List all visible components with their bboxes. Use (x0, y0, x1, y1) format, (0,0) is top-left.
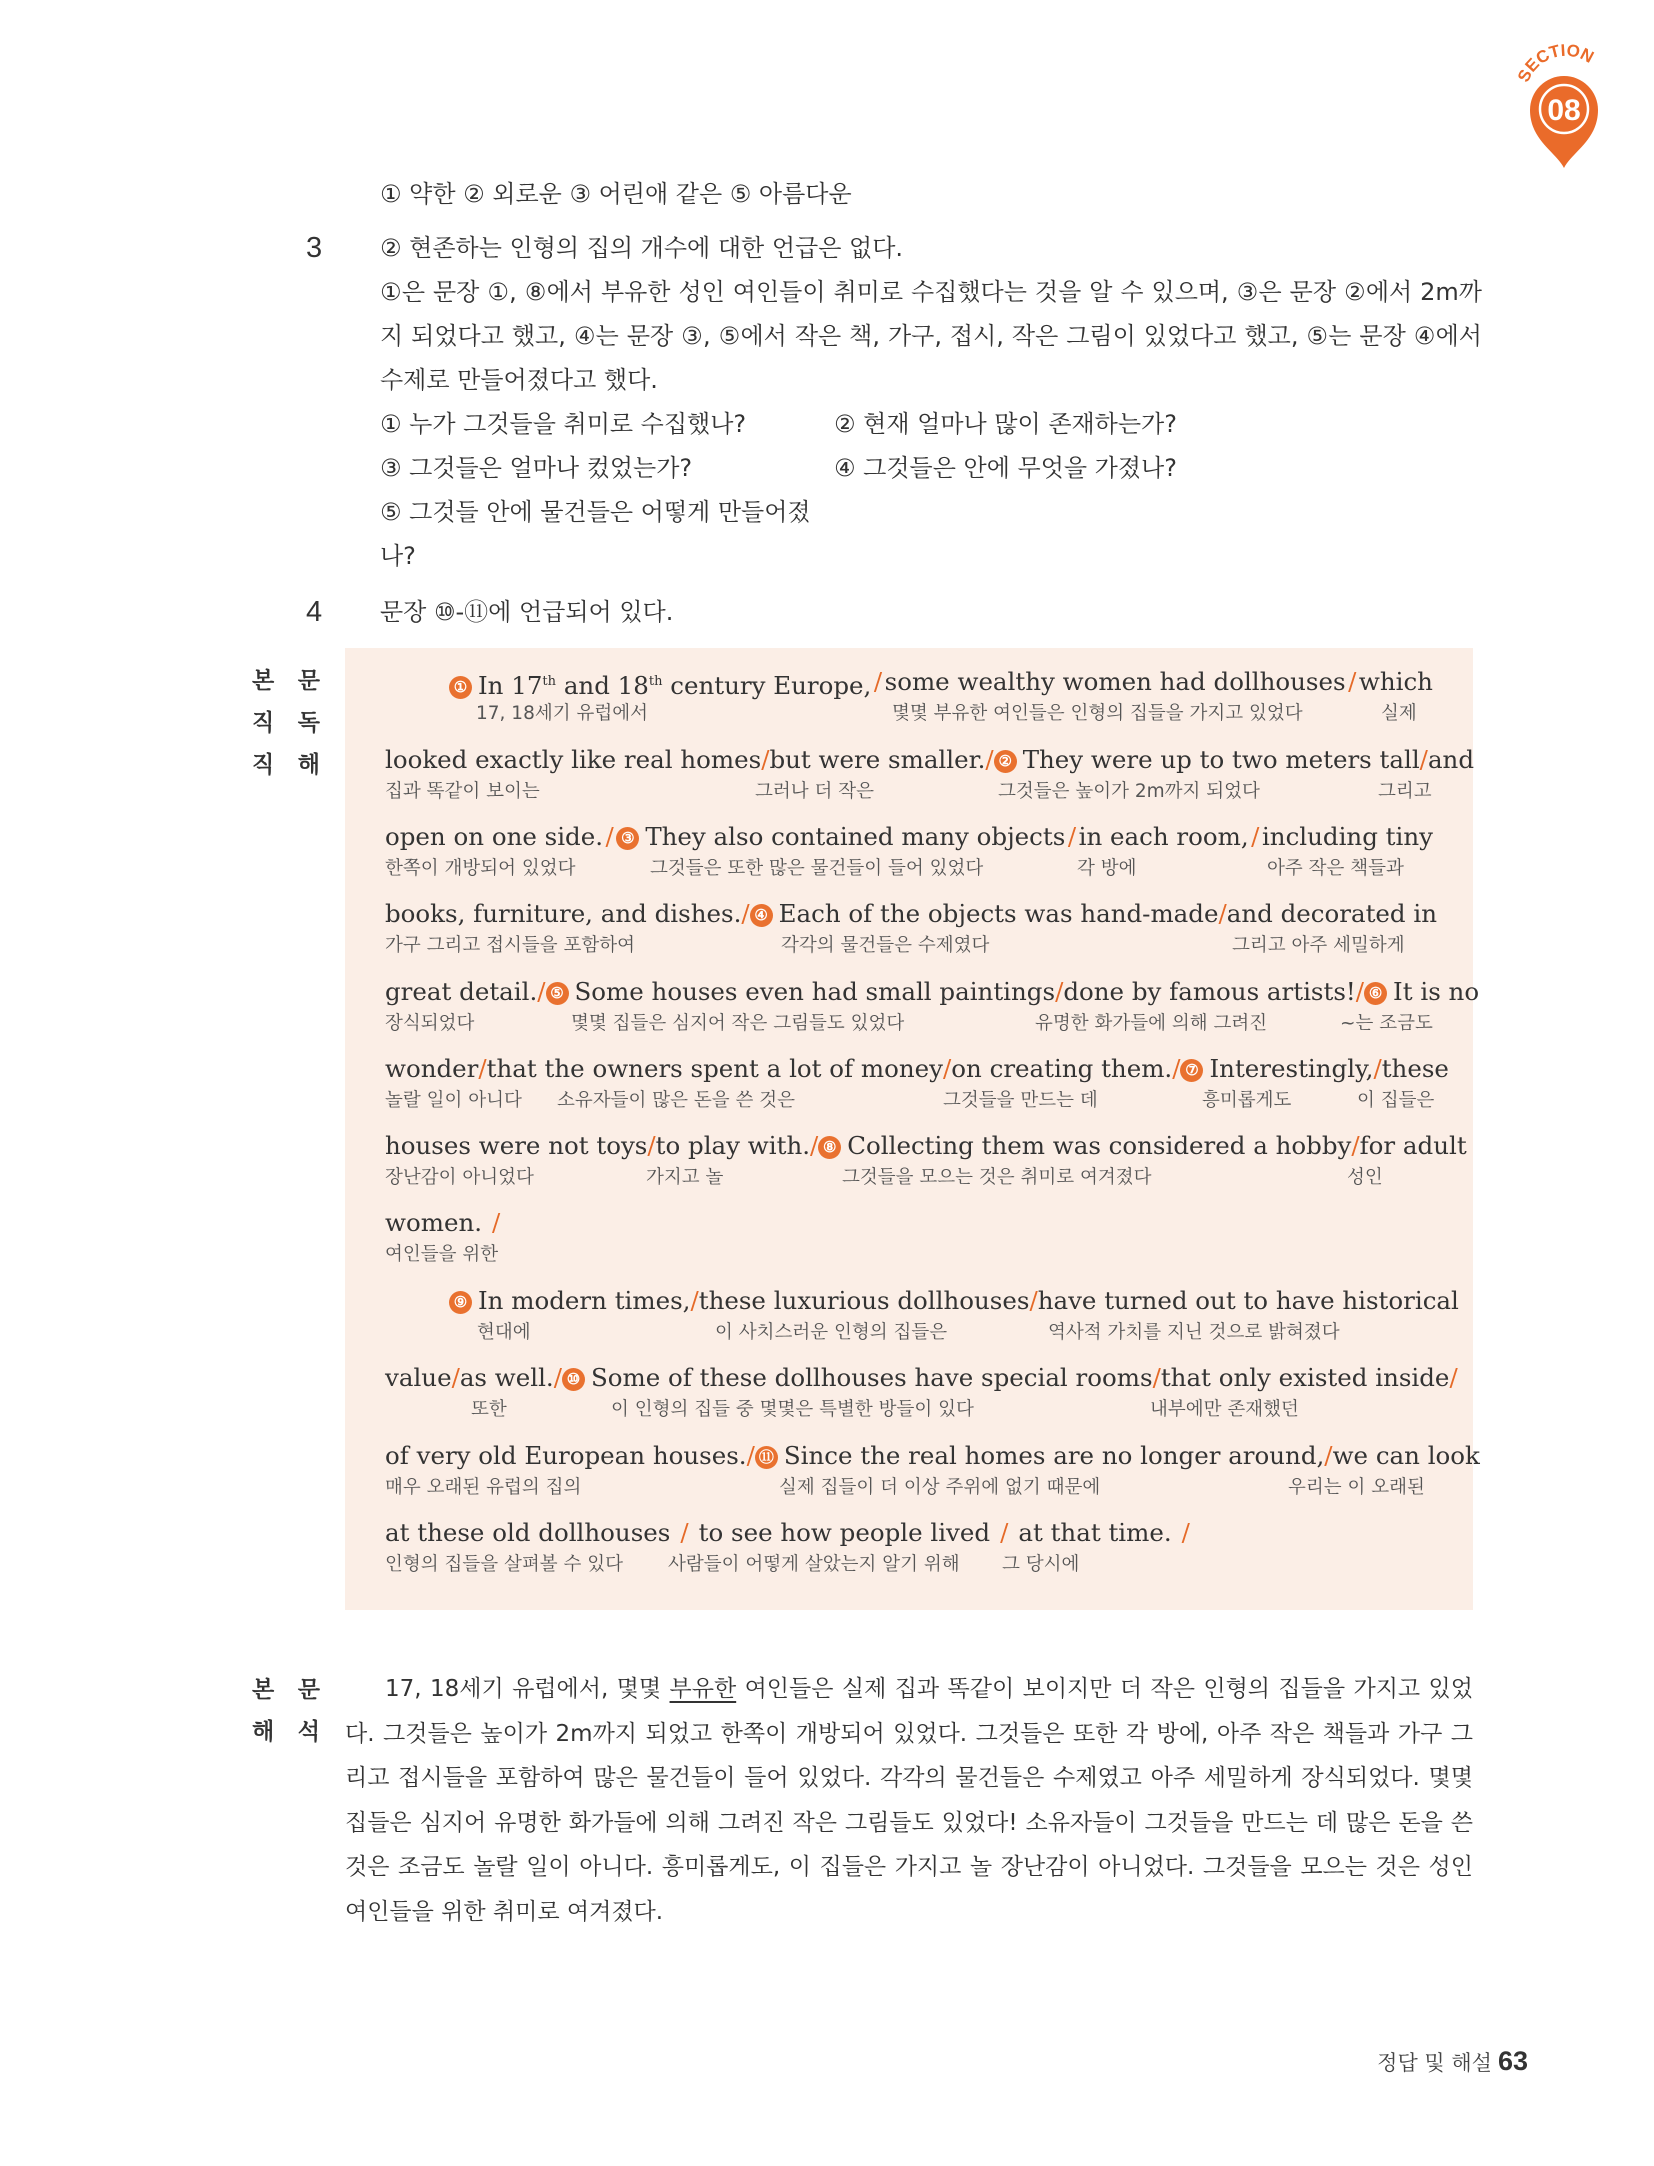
sentence-number: ⑥ (1364, 982, 1387, 1005)
reading-text: and (1427, 745, 1475, 774)
answer-options-q2: ① 약한 ② 외로운 ③ 어린애 같은 ⑤ 아름다운 (380, 180, 852, 208)
reading-text: of very old European houses. (385, 1441, 747, 1470)
heading-char: 직 (252, 710, 275, 736)
option: ⑤ 그것들 안에 물건들은 어떻게 만들어졌나? (380, 498, 811, 570)
heading-char: 독 (297, 710, 320, 736)
gloss: 아주 작은 책들과 (1267, 858, 1404, 879)
gloss: 그리고 (1378, 781, 1432, 802)
gloss: 이 집들은 (1357, 1090, 1435, 1111)
reading-line (385, 1051, 1449, 1115)
gloss: 그것들을 모으는 것은 취미로 여겨졌다 (842, 1167, 1152, 1188)
gloss: 그것들은 높이가 2m까지 되었다 (998, 781, 1260, 802)
side-heading-translation (252, 1669, 320, 1753)
reading-text: Collecting them was considered a hobby (847, 1131, 1352, 1160)
gloss: 그러나 더 작은 (755, 781, 874, 802)
reading-line (385, 819, 1433, 883)
slash: / (537, 977, 546, 1006)
answer-q3 (306, 226, 1482, 578)
reading-text: open on one side. (385, 822, 604, 851)
slash: / (553, 1363, 562, 1392)
gloss: 그 당시에 (1002, 1554, 1080, 1575)
reading-text: these (1381, 1054, 1449, 1083)
heading-char: 본 (252, 668, 275, 694)
answer-q4-text: 문장 ⑩-⑪에 언급되어 있다. (380, 598, 674, 626)
reading-text: have turned out to have historical (1037, 1286, 1459, 1315)
gloss: 그리고 아주 세밀하게 (1232, 935, 1405, 956)
slash: / (1355, 977, 1365, 1006)
reading-line (385, 1360, 1458, 1424)
slash: / (1251, 822, 1260, 851)
side-heading-reading (252, 660, 320, 786)
reading-text: at these old dollhouses (385, 1518, 671, 1547)
translation-paragraph (345, 1667, 1473, 1934)
reading-line (385, 896, 1437, 960)
sentence-number: ⑩ (562, 1368, 585, 1391)
slash: / (1218, 899, 1227, 928)
reading-text: It is no (1393, 977, 1480, 1006)
badge-label: SECTION (1513, 40, 1597, 86)
reading-text: Some of these dollhouses have special rooms (591, 1363, 1153, 1392)
reading-text: Interestingly, (1209, 1054, 1374, 1083)
reading-text: wonder (385, 1054, 479, 1083)
footer-label: 정답 및 해설 (1377, 2051, 1492, 2075)
superscript: th (542, 674, 557, 689)
reading-text: Some houses even had small paintings (574, 977, 1056, 1006)
slash: / (1373, 1054, 1382, 1083)
reading-text: as well. (459, 1363, 554, 1392)
sentence-number: ⑨ (449, 1291, 472, 1314)
slash: / (943, 1054, 952, 1083)
slash: / (1324, 1441, 1333, 1470)
reading-line (385, 1205, 1433, 1269)
sentence-number: ① (449, 676, 472, 699)
gloss: 각각의 물건들은 수제였다 (781, 935, 990, 956)
gloss: ~는 조금도 (1340, 1013, 1433, 1034)
heading-char: 문 (297, 1677, 320, 1703)
option: ④ 그것들은 안에 무엇을 가졌나? (834, 454, 1177, 482)
reading-text: They also contained many objects (645, 822, 1066, 851)
reading-text: Each of the objects was hand-made (778, 899, 1219, 928)
heading-char: 해 (252, 1719, 275, 1745)
page-footer (1377, 2046, 1528, 2077)
slash: / (478, 1054, 487, 1083)
gloss: 매우 오래된 유럽의 집의 (385, 1477, 582, 1498)
heading-char: 석 (297, 1719, 320, 1745)
sentence-number: ② (994, 750, 1017, 773)
reading-text: houses were not toys (385, 1131, 648, 1160)
gloss: 장난감이 아니었다 (385, 1167, 534, 1188)
gloss: 내부에만 존재했던 (1150, 1399, 1299, 1420)
gloss: 역사적 가치를 지닌 것으로 밝혀졌다 (1048, 1322, 1340, 1343)
heading-char: 문 (297, 668, 320, 694)
slash: / (1449, 1363, 1458, 1392)
reading-line (385, 1438, 1480, 1502)
gloss: 몇몇 집들은 심지어 작은 그림들도 있었다 (571, 1013, 905, 1034)
slash: / (746, 1441, 755, 1470)
sentence-number: ⑪ (755, 1446, 778, 1469)
reading-text: at that time. (1018, 1518, 1172, 1547)
reading-text: these luxurious dollhouses (698, 1286, 1030, 1315)
question-number: 3 (306, 232, 323, 264)
translation-text: 여인들은 실제 집과 똑같이 보이지만 더 작은 인형의 집들을 가지고 있었다. 그것들은 높이가 2m까지 되었고 한쪽이 개방되어 있었다. 그것들은 또한 각 방에, 아주 작은 책들과 가구 그리고 접시들을 포함하여 많은 물건들이 들어 있었다. 각각의 물건들은 수제였고 아주 세밀하게 장식되었다. 몇몇 집들은 심지어 유명한 화가들에 의해 그려진 작은 그림들도 있었다! 소유자들이 그것들을 만드는 데 많은 돈을 쓴 것은 조금도 놀랄 일이 아니다. 흥미롭게도, 이 집들은 가지고 놀 장난감이 아니었다. 그것들을 모으는 것은 성인 여인들을 위한 취미로 여겨졌다. (345, 1676, 1473, 1925)
reading-text: They were up to two meters tall (1022, 745, 1420, 774)
reading-text: we can look (1332, 1441, 1480, 1470)
slash: / (985, 745, 994, 774)
reading-line (385, 742, 1475, 806)
underlined-word: 부유한 (669, 1676, 737, 1702)
gloss: 유명한 화가들에 의해 그려진 (1035, 1013, 1268, 1034)
gloss: 그것들을 만드는 데 (943, 1090, 1098, 1111)
heading-char: 본 (252, 1677, 275, 1703)
slash: / (1067, 822, 1077, 851)
gloss: 인형의 집들을 살펴볼 수 있다 (385, 1554, 623, 1575)
reading-line (385, 974, 1480, 1038)
sentence-number: ③ (616, 827, 639, 850)
reading-line (385, 1128, 1467, 1192)
reading-text: that only existed inside (1160, 1363, 1450, 1392)
badge-number: 08 (1547, 94, 1581, 127)
reading-line (385, 1283, 1459, 1347)
question-number: 4 (306, 596, 323, 628)
gloss: 소유자들이 많은 돈을 쓴 것은 (557, 1090, 795, 1111)
gloss: 한쪽이 개방되어 있었다 (385, 858, 576, 879)
reading-text: Since the real homes are no longer around, (783, 1441, 1325, 1470)
reading-text: looked exactly like real homes (385, 745, 762, 774)
reading-text: to play with. (655, 1131, 811, 1160)
reading-line (385, 1515, 1433, 1579)
reading-text: on creating them. (951, 1054, 1173, 1083)
option: ② 현재 얼마나 많이 존재하는가? (834, 410, 1177, 438)
page-number: 63 (1497, 2046, 1528, 2076)
gloss: 몇몇 부유한 여인들은 인형의 집들을 가지고 있었다 (892, 703, 1303, 724)
gloss: 17, 18세기 유럽에서 (476, 703, 648, 724)
slash: / (873, 667, 883, 696)
gloss: 집과 똑같이 보이는 (385, 781, 540, 802)
reading-text: books, furniture, and dishes. (385, 899, 742, 928)
reading-text: that the owners spent a lot of money (486, 1054, 944, 1083)
reading-text: including tiny (1261, 822, 1433, 851)
superscript: th (648, 674, 663, 689)
slash: / (647, 1131, 656, 1160)
reading-text: which (1358, 667, 1433, 696)
slash: / (1152, 1363, 1161, 1392)
gloss: 현대에 (477, 1322, 531, 1343)
slash: / (741, 899, 750, 928)
reading-text: for adult (1359, 1131, 1467, 1160)
gloss: 이 사치스러운 인형의 집들은 (715, 1322, 948, 1343)
option: ③ 그것들은 얼마나 컸었는가? (380, 454, 693, 482)
slash: / (451, 1363, 460, 1392)
slash: / (1181, 1518, 1190, 1547)
reading-text: in each room, (1078, 822, 1249, 851)
gloss: 여인들을 위한 (385, 1244, 499, 1265)
sentence-number: ⑦ (1180, 1059, 1203, 1082)
slash: / (761, 745, 770, 774)
gloss: 우리는 이 오래된 (1288, 1477, 1425, 1498)
gloss: 실제 (1381, 703, 1417, 724)
sentence-number: ⑧ (818, 1136, 841, 1159)
answer-section (306, 172, 1482, 634)
slash: / (1055, 977, 1064, 1006)
gloss: 장식되었다 (385, 1013, 475, 1034)
gloss: 그것들은 또한 많은 물건들이 들어 있었다 (650, 858, 984, 879)
gloss: 성인 (1347, 1167, 1383, 1188)
answer-q3-explanation: ①은 문장 ①, ⑧에서 부유한 성인 여인들이 취미로 수집했다는 것을 알 수 있으며, ③은 문장 ②에서 2m까지 되었다고 했고, ④는 문장 ③, ⑤에서 작은 책, 가구, 접시, 작은 그림이 있었다고 했고, ⑤는 문장 ④에서 수제로 만들어졌다고 했다. (380, 278, 1482, 394)
sentence-number: ④ (750, 904, 773, 927)
answer-q3-options (342, 402, 1482, 578)
reading-text: great detail. (385, 977, 538, 1006)
gloss: 흥미롭게도 (1202, 1090, 1292, 1111)
slash: / (810, 1131, 819, 1160)
reading-text: some wealthy women had dollhouses (884, 667, 1346, 696)
slash: / (1000, 1518, 1009, 1547)
section-badge (1512, 40, 1616, 170)
slash: / (1351, 1131, 1360, 1160)
answer-q3-main: ② 현존하는 인형의 집의 개수에 대한 언급은 없다. (380, 234, 904, 262)
reading-text: century Europe, (662, 671, 872, 701)
slash: / (492, 1208, 501, 1237)
answer-q4 (306, 590, 1482, 634)
reading-text: and 18 (556, 671, 649, 701)
slash: / (605, 822, 614, 851)
gloss: 이 인형의 집들 중 몇몇은 특별한 방들이 있다 (611, 1399, 974, 1420)
reading-text: In modern times, (478, 1286, 691, 1315)
gloss: 각 방에 (1077, 858, 1137, 879)
gloss: 실제 집들이 더 이상 주위에 없기 때문에 (779, 1477, 1101, 1498)
reading-text: and decorated in (1226, 899, 1437, 928)
translation-text: 17, 18세기 유럽에서, 몇몇 (385, 1676, 670, 1702)
gloss: 놀랄 일이 아니다 (385, 1090, 522, 1111)
gloss: 가지고 놀 (646, 1167, 724, 1188)
option: ① 누가 그것들을 취미로 수집했나? (380, 410, 747, 438)
slash: / (680, 1518, 689, 1547)
gloss: 가구 그리고 접시들을 포함하여 (385, 935, 635, 956)
reading-text: done by famous artists! (1063, 977, 1356, 1006)
gloss: 또한 (471, 1399, 507, 1420)
slash: / (1029, 1286, 1038, 1315)
slash: / (690, 1286, 699, 1315)
slash: / (1172, 1054, 1181, 1083)
reading-line (385, 664, 1433, 728)
slash: / (1419, 745, 1428, 774)
slash: / (1348, 667, 1357, 696)
reading-text: women. (385, 1208, 483, 1237)
sentence-number: ⑤ (546, 982, 569, 1005)
heading-char: 해 (297, 752, 320, 778)
reading-text: In 17 (478, 671, 543, 701)
gloss: 사람들이 어떻게 살았는지 알기 위해 (668, 1554, 960, 1575)
reading-text: to see how people lived (698, 1518, 991, 1547)
reading-text: value (385, 1363, 452, 1392)
reading-text: but were smaller. (769, 745, 986, 774)
heading-char: 직 (252, 752, 275, 778)
